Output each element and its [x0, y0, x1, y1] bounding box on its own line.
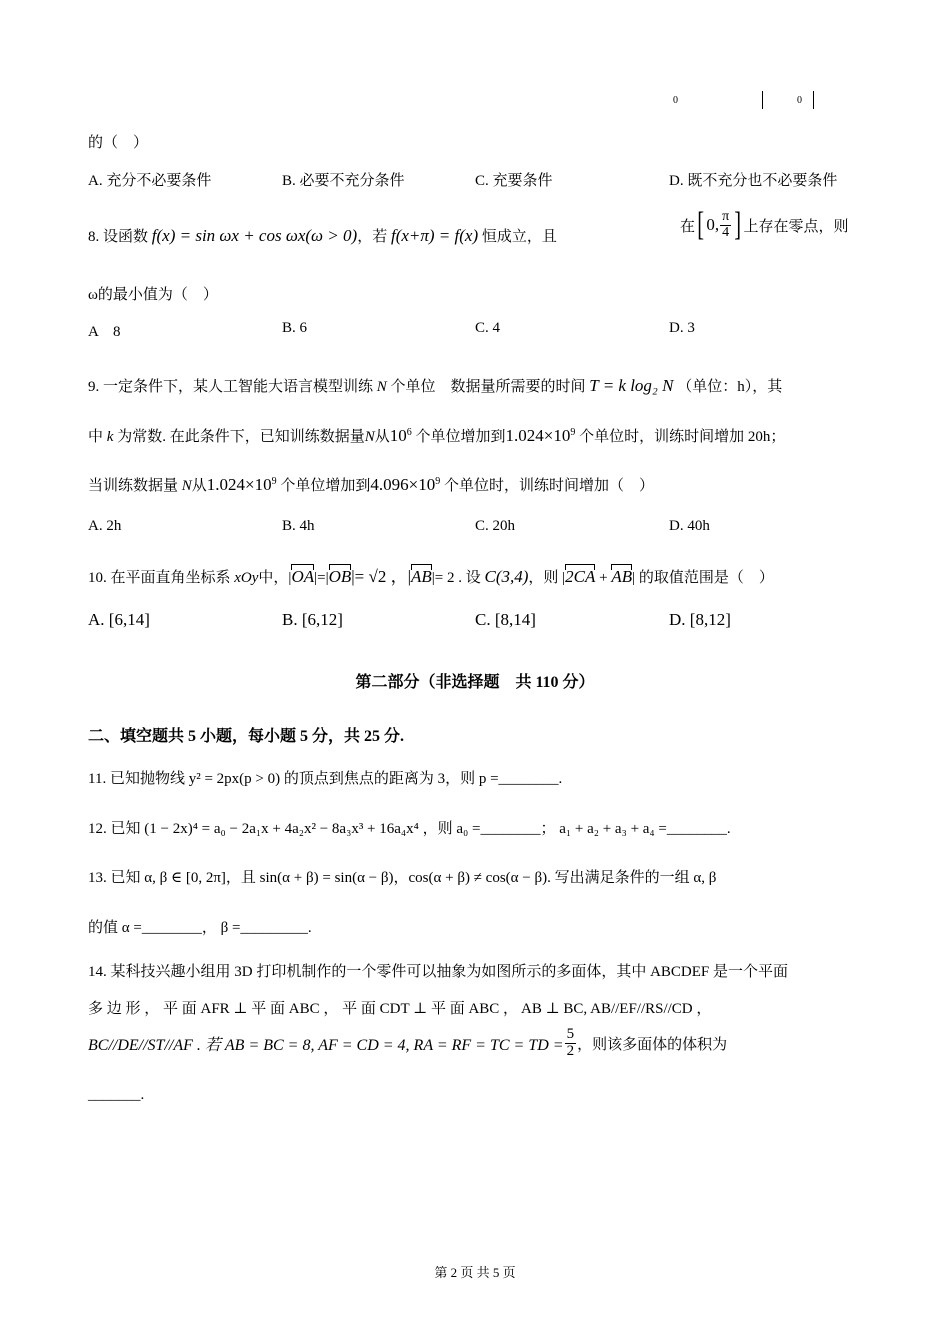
q7-tail: 的（ ） [88, 135, 149, 151]
q9-option-b: B. 4h [282, 518, 315, 534]
q9-option-c: C. 20h [475, 518, 516, 534]
q9-line2-k: k [106, 429, 114, 445]
q9-ten: 10 [389, 426, 407, 445]
top-fragment-bar-left [762, 91, 763, 109]
part2-title: 第二部分（非选择题 共 110 分） [355, 674, 595, 691]
q9-exp9: 9 [570, 427, 576, 438]
q9-m1: 1.024×10 [505, 426, 571, 445]
q8-option-d: D. 3 [669, 320, 695, 336]
section2-title: 二、填空题共 5 小题，每小题 5 分，共 25 分. [88, 728, 405, 745]
q11: 11. 已知抛物线 y² = 2px(p > 0) 的顶点到焦点的距离为 3，则 p =________. [88, 771, 563, 787]
q9-option-d: D. 40h [669, 518, 710, 534]
q8-line1 [88, 225, 557, 246]
q10-d: |= √2 ，| [351, 567, 411, 586]
q8-in: 在 [680, 218, 696, 235]
q9-exp6: 6 [406, 427, 412, 438]
page-footer: 第 2 页 共 5 页 [434, 1265, 516, 1280]
right-bracket-icon: ] [734, 206, 742, 243]
q8-mid: ，若 [357, 229, 388, 245]
q9-line2-a: 中 [88, 429, 104, 445]
q8-option-a: A 8 [88, 324, 121, 340]
q8-condition: f(x+π) = f(x) [390, 226, 479, 245]
q9-line3-m1: 1.024×10 [206, 475, 272, 494]
q8-frac-num: π [722, 208, 730, 224]
q8-option-c: C. 4 [475, 320, 501, 336]
q14-line2: 多 边 形 ， 平 面 AFR ⊥ 平 面 ABC ， 平 面 CDT ⊥ 平 面 ABC ， AB ⊥ BC, AB//EF//RS//CD ， [88, 1001, 712, 1017]
q7-option-a: A. 充分不必要条件 [88, 173, 212, 189]
q9-line2-e: 个单位时，训练时间增加 20h； [579, 429, 786, 445]
q9-line3-d: 个单位时，训练时间增加（ ） [444, 478, 655, 494]
top-fragment-zero-left: 0 [673, 95, 678, 106]
q9-line1-a: 9. 一定条件下，某人工智能大语言模型训练 [88, 379, 374, 395]
q13-line2: 的值 α =________， β =_________. [88, 920, 312, 936]
q10-f: ，则 | [528, 570, 566, 586]
vector-ab: AB [410, 567, 432, 586]
q14-line4: _______. [88, 1087, 145, 1103]
q8-interval-group [680, 208, 849, 242]
q9-line3-exp9b: 9 [435, 476, 441, 487]
left-bracket-icon: [ [697, 206, 705, 243]
q9-line1-d: （单位：h），其 [677, 379, 783, 395]
q10-option-b: B. [6,12] [282, 610, 343, 629]
q14-line3-b: ，则该多面体的体积为 [577, 1036, 728, 1053]
q8-option-b: B. 6 [282, 320, 308, 336]
q10-g: | 的取值范围是（ ） [632, 570, 774, 586]
q14-line1: 14. 某科技兴趣小组用 3D 打印机制作的一个零件可以抽象为如图所示的多面体，其中 ABCDEF 是一个平面 [88, 964, 789, 980]
q10-e: |= 2 . 设 [431, 570, 481, 586]
q10-point: C(3,4) [484, 567, 529, 586]
vector-ab-2: AB [611, 567, 633, 586]
q9-option-a: A. 2h [88, 518, 122, 534]
q8-line2: ω的最小值为（ ） [88, 287, 218, 303]
q9-line1-n: N [376, 379, 387, 395]
q9-line2-b: 为常数. 在此条件下，已知训练数据量 [117, 429, 365, 445]
q8-interval-fraction [720, 210, 731, 240]
q14-line3-a: BC//DE//ST//AF . 若 AB = BC = 8, AF = CD = 4, RA = RF = TC = TD = [88, 1036, 564, 1054]
q10-option-c: C. [8,14] [475, 610, 536, 629]
q9-line2-c: 从 [374, 429, 390, 445]
q9-line1-c: 个单位 数据量所需要的时间 [390, 379, 586, 395]
q8-function: f(x) = sin ωx + cos ωx(ω > 0) [151, 226, 358, 245]
q14-line3 [88, 1027, 727, 1060]
q10-option-a: A. [6,14] [88, 610, 150, 629]
top-fragment-bar-right [813, 91, 814, 109]
q7-option-d: D. 既不充分也不必要条件 [669, 173, 838, 189]
q10-b: 中，| [258, 570, 292, 586]
q10-xoy: xOy [234, 570, 259, 586]
q8-mid2: 恒成立，且 [481, 229, 557, 245]
q9-formula: T = k log₂ N [589, 376, 674, 395]
q9-line3-exp9a: 9 [271, 476, 277, 487]
vector-ob: OB [328, 567, 352, 586]
q10-plus: + [595, 570, 612, 586]
q10-option-d: D. [8,12] [669, 610, 731, 629]
q9-line3-b: 从 [191, 478, 207, 494]
q10-line [88, 562, 774, 587]
q14-fraction [565, 1027, 577, 1060]
vector-2ca: 2CA [565, 567, 596, 586]
q9-line3-a: 当训练数据量 [88, 478, 179, 494]
q10-c: |=| [314, 570, 329, 586]
q8-interval-left: 0, [706, 215, 720, 234]
q9-line3-c: 个单位增加到 [280, 478, 371, 494]
q8-frac-den: 4 [722, 224, 730, 240]
q9-line3 [88, 474, 654, 495]
top-fragment-zero-right: 0 [797, 95, 802, 106]
q9-line2 [88, 425, 785, 446]
q8-tail: 上存在零点，则 [743, 218, 849, 235]
q9-line1 [88, 375, 782, 396]
q14-frac-den: 2 [566, 1042, 575, 1059]
q14-frac-num: 5 [566, 1026, 575, 1042]
q13-line1: 13. 已知 α, β ∈ [0, 2π]，且 sin(α + β) = sin(α − β)，cos(α + β) ≠ cos(α − β). 写出满足条件的一组 α, β [88, 870, 717, 886]
q9-line2-d: 个单位增加到 [415, 429, 506, 445]
q7-option-b: B. 必要不充分条件 [282, 173, 405, 189]
q9-line2-n: N [364, 429, 375, 445]
q9-line3-n: N [181, 478, 192, 494]
q9-m2: 4.096×10 [370, 475, 436, 494]
q12: 12. 已知 (1 − 2x)⁴ = a₀ − 2a₁x + 4a₂x² − 8a₃x³ + 16a₄x⁴ ，则 a₀ =________； a₁ + a₂ + a₃ + a₄ =________. [88, 821, 731, 837]
q8-prefix: 8. 设函数 [88, 229, 149, 245]
vector-oa: OA [291, 567, 315, 586]
q10-a: 10. 在平面直角坐标系 [88, 570, 231, 586]
q7-option-c: C. 充要条件 [475, 173, 553, 189]
